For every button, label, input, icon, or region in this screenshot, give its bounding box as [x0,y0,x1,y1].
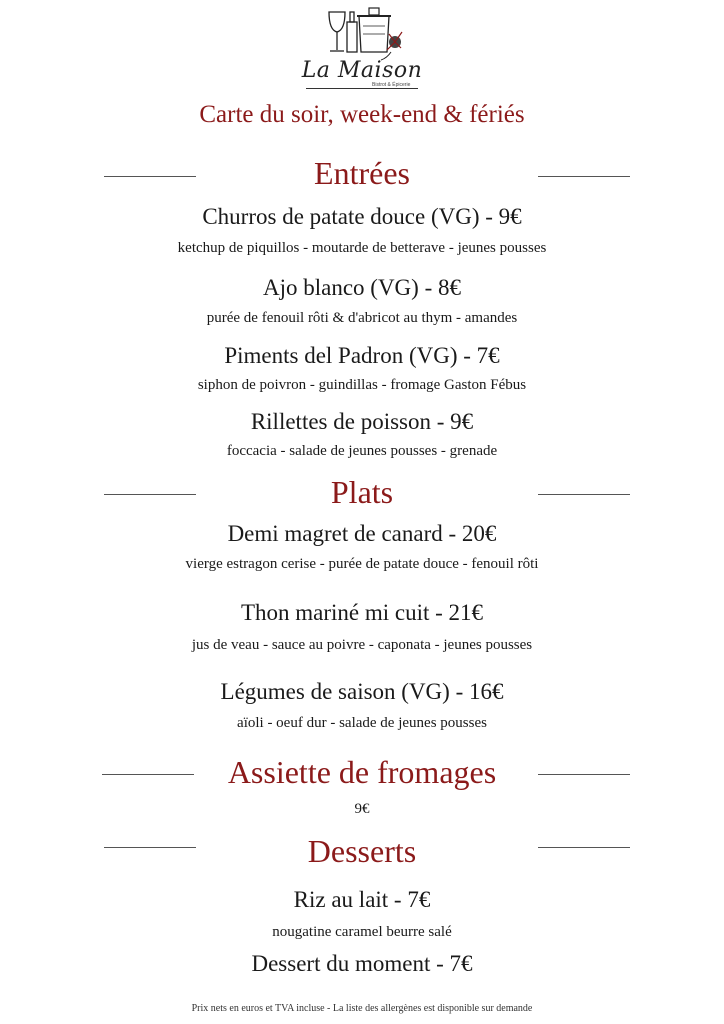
brand-name: La Maison [301,58,423,83]
section-heading-desserts: Desserts [307,833,417,869]
menu-item-name: Thon mariné mi cuit - 21€ [240,600,484,625]
menu-item-name: Dessert du moment - 7€ [251,951,473,976]
brand-tagline: Bistrot & Épicerie [372,82,411,88]
section-heading-entrees: Entrées [314,155,410,191]
menu-item-description: purée de fenouil rôti & d'abricot au thym - amandes [206,310,518,326]
brand-underline [306,88,418,89]
menu-item-description: foccacia - salade de jeunes pousses - grenade [226,443,498,459]
section-heading-plats: Plats [330,474,394,510]
menu-item-description: aïoli - oeuf dur - salade de jeunes pousses [237,715,487,731]
logo-illustration-icon [307,4,417,64]
menu-item-description: ketchup de piquillos - moutarde de betterave - jeunes pousses [177,240,547,256]
menu-item-name: Demi magret de canard - 20€ [227,521,497,546]
menu-item-description: siphon de poivron - guindillas - fromage Gaston Fébus [197,377,527,393]
menu-item-description: jus de veau - sauce au poivre - caponata - jeunes pousses [191,637,533,653]
menu-item-name: Rillettes de poisson - 9€ [250,409,474,434]
footer-note: Prix nets en euros et TVA incluse - La liste des allergènes est disponible sur demande [191,1003,533,1014]
menu-item-description: vierge estragon cerise - purée de patate douce - fenouil rôti [185,556,539,572]
menu-item-description: nougatine caramel beurre salé [272,924,452,940]
menu-item-name: Légumes de saison (VG) - 16€ [220,679,504,704]
fromages-price: 9€ [354,801,370,817]
section-heading-fromages: Assiette de fromages [227,754,497,790]
menu-item-name: Riz au lait - 7€ [293,887,431,912]
menu-item-name: Churros de patate douce (VG) - 9€ [202,204,522,229]
menu-title: Carte du soir, week-end & fériés [199,101,525,128]
menu-item-name: Ajo blanco (VG) - 8€ [262,275,461,300]
menu-item-name: Piments del Padron (VG) - 7€ [224,343,500,368]
